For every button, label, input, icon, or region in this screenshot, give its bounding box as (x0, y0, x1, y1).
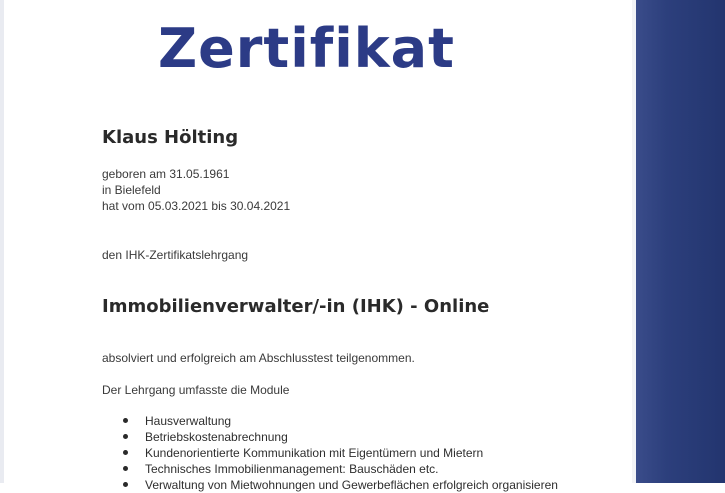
bullet-icon (123, 450, 128, 455)
module-label: Verwaltung von Mietwohnungen und Gewerbeflächen erfolgreich organisieren (145, 478, 558, 492)
module-label: Kundenorientierte Kommunikation mit Eigentümern und Mietern (145, 446, 484, 460)
certificate-title: Zertifikat (158, 17, 455, 80)
birth-date-line: geboren am 31.05.1961 (102, 167, 230, 181)
page-left-edge (0, 0, 4, 483)
bullet-icon (123, 434, 128, 439)
module-label: Technisches Immobilienmanagement: Bauschäden etc. (145, 462, 439, 476)
course-title: Immobilienverwalter/-in (IHK) - Online (102, 296, 490, 317)
course-period-line: hat vom 05.03.2021 bis 30.04.2021 (102, 199, 291, 213)
bullet-icon (123, 482, 128, 487)
module-list (102, 413, 622, 493)
module-item (102, 429, 622, 445)
bullet-icon (123, 466, 128, 471)
completion-line: absolviert und erfolgreich am Abschlusstest teilgenommen. (102, 351, 415, 365)
decorative-side-band (636, 0, 725, 483)
module-item (102, 445, 622, 461)
module-item (102, 477, 622, 493)
modules-intro: Der Lehrgang umfasste die Module (102, 383, 290, 397)
bullet-icon (123, 418, 128, 423)
recipient-name: Klaus Hölting (102, 127, 239, 148)
course-intro-line: den IHK-Zertifikatslehrgang (102, 248, 249, 262)
module-label: Hausverwaltung (145, 414, 232, 428)
module-item (102, 413, 622, 429)
module-label: Betriebskostenabrechnung (145, 430, 288, 444)
module-item (102, 461, 622, 477)
birth-place-line: in Bielefeld (102, 183, 161, 197)
